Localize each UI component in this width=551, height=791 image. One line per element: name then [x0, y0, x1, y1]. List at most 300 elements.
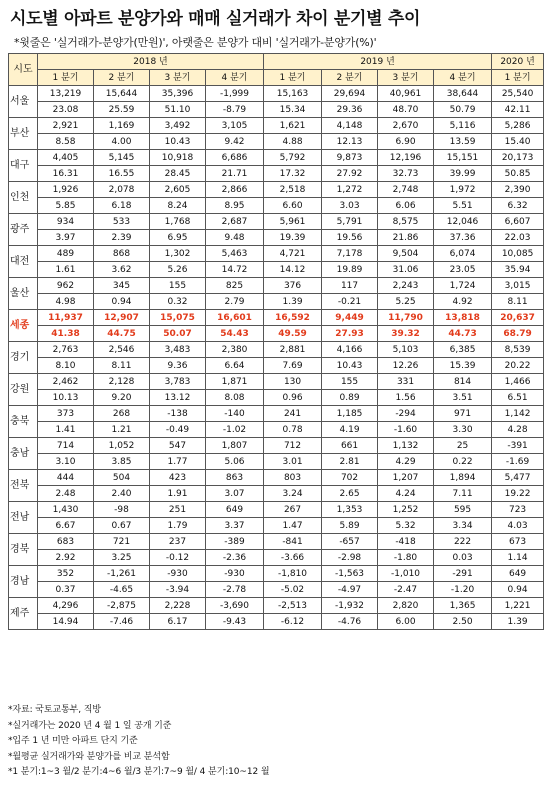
percent-cell: 4.19	[322, 422, 378, 438]
amount-cell: 649	[492, 566, 544, 582]
amount-cell: 6,686	[206, 150, 264, 166]
amount-cell: 683	[38, 534, 94, 550]
percent-cell: 42.11	[492, 102, 544, 118]
amount-cell: 1,252	[378, 502, 434, 518]
amount-cell: 20,637	[492, 310, 544, 326]
percent-cell: 2.39	[94, 230, 150, 246]
percent-cell: -1.02	[206, 422, 264, 438]
year-2019-header: 2019 년	[264, 54, 492, 70]
percent-cell: 0.03	[434, 550, 492, 566]
quarter-header: 1 분기	[38, 70, 94, 86]
region-label: 전북	[9, 470, 38, 502]
region-percent-row	[9, 230, 544, 246]
amount-cell: 241	[264, 406, 322, 422]
amount-cell: 40,961	[378, 86, 434, 102]
region-amount-row	[9, 246, 544, 262]
percent-cell: -8.79	[206, 102, 264, 118]
percent-cell: -7.46	[94, 614, 150, 630]
percent-cell: 0.78	[264, 422, 322, 438]
percent-cell: 2.48	[38, 486, 94, 502]
percent-cell: 1.14	[492, 550, 544, 566]
percent-cell: 15.34	[264, 102, 322, 118]
percent-cell: -1.80	[378, 550, 434, 566]
amount-cell: 10,085	[492, 246, 544, 262]
amount-cell: 117	[322, 278, 378, 294]
percent-cell: 6.18	[94, 198, 150, 214]
amount-cell: 1,724	[434, 278, 492, 294]
percent-cell: 9.36	[150, 358, 206, 374]
amount-cell: 3,492	[150, 118, 206, 134]
amount-cell: 2,380	[206, 342, 264, 358]
amount-cell: 20,173	[492, 150, 544, 166]
percent-cell: 39.99	[434, 166, 492, 182]
percent-cell: -4.65	[94, 582, 150, 598]
region-amount-row	[9, 310, 544, 326]
percent-cell: 1.41	[38, 422, 94, 438]
amount-cell: 1,207	[378, 470, 434, 486]
region-label: 경기	[9, 342, 38, 374]
amount-cell: 702	[322, 470, 378, 486]
percent-cell: 22.03	[492, 230, 544, 246]
quarter-header: 2 분기	[322, 70, 378, 86]
amount-cell: 345	[94, 278, 150, 294]
percent-cell: 3.24	[264, 486, 322, 502]
percent-cell: 44.73	[434, 326, 492, 342]
amount-cell: 237	[150, 534, 206, 550]
amount-cell: -1,932	[322, 598, 378, 614]
amount-cell: 6,607	[492, 214, 544, 230]
amount-cell: 5,145	[94, 150, 150, 166]
amount-cell: 1,926	[38, 182, 94, 198]
amount-cell: 1,768	[150, 214, 206, 230]
amount-cell: 11,937	[38, 310, 94, 326]
amount-cell: 2,881	[264, 342, 322, 358]
amount-cell: 5,791	[322, 214, 378, 230]
amount-cell: -1,010	[378, 566, 434, 582]
percent-cell: -2.78	[206, 582, 264, 598]
year-header-row	[9, 54, 544, 70]
percent-cell: 23.08	[38, 102, 94, 118]
percent-cell: -4.76	[322, 614, 378, 630]
amount-cell: 2,078	[94, 182, 150, 198]
amount-cell: 2,866	[206, 182, 264, 198]
percent-cell: 41.38	[38, 326, 94, 342]
percent-cell: 39.32	[378, 326, 434, 342]
percent-cell: 1.21	[94, 422, 150, 438]
amount-cell: -294	[378, 406, 434, 422]
region-amount-row	[9, 214, 544, 230]
percent-cell: 0.89	[322, 390, 378, 406]
amount-cell: 5,286	[492, 118, 544, 134]
amount-cell: 1,430	[38, 502, 94, 518]
amount-cell: 803	[264, 470, 322, 486]
amount-cell: -391	[492, 438, 544, 454]
percent-cell: 15.40	[492, 134, 544, 150]
percent-cell: 1.39	[492, 614, 544, 630]
region-label: 부산	[9, 118, 38, 150]
page-subtitle: *윗줄은 '실거래가-분양가(만원)', 아랫줄은 분양가 대비 '실거래가-분양가(%)'	[14, 36, 377, 49]
amount-cell: 814	[434, 374, 492, 390]
percent-cell: 1.77	[150, 454, 206, 470]
footnote: *월평균 실거래가와 분양가를 비교 분석함	[8, 751, 170, 762]
region-percent-row	[9, 358, 544, 374]
percent-cell: 51.10	[150, 102, 206, 118]
amount-cell: 1,221	[492, 598, 544, 614]
percent-cell: -9.43	[206, 614, 264, 630]
percent-cell: 20.22	[492, 358, 544, 374]
amount-cell: 2,763	[38, 342, 94, 358]
amount-cell: 15,075	[150, 310, 206, 326]
amount-cell: 5,116	[434, 118, 492, 134]
amount-cell: -3,690	[206, 598, 264, 614]
percent-cell: 1.47	[264, 518, 322, 534]
region-percent-row	[9, 134, 544, 150]
region-percent-row	[9, 102, 544, 118]
amount-cell: -418	[378, 534, 434, 550]
amount-cell: -138	[150, 406, 206, 422]
amount-cell: 8,575	[378, 214, 434, 230]
percent-cell: -2.98	[322, 550, 378, 566]
amount-cell: 12,046	[434, 214, 492, 230]
percent-cell: 1.79	[150, 518, 206, 534]
percent-cell: 23.05	[434, 262, 492, 278]
amount-cell: 352	[38, 566, 94, 582]
percent-cell: 4.88	[264, 134, 322, 150]
amount-cell: 10,918	[150, 150, 206, 166]
amount-cell: 5,463	[206, 246, 264, 262]
amount-cell: 533	[94, 214, 150, 230]
percent-cell: 5.32	[378, 518, 434, 534]
percent-cell: 25.59	[94, 102, 150, 118]
amount-cell: 504	[94, 470, 150, 486]
amount-cell: 15,151	[434, 150, 492, 166]
percent-cell: 6.17	[150, 614, 206, 630]
percent-cell: 3.10	[38, 454, 94, 470]
percent-cell: 50.79	[434, 102, 492, 118]
region-label: 인천	[9, 182, 38, 214]
amount-cell: 423	[150, 470, 206, 486]
amount-cell: 2,462	[38, 374, 94, 390]
region-percent-row	[9, 454, 544, 470]
percent-cell: 28.45	[150, 166, 206, 182]
footnote: *자료: 국토교통부, 직방	[8, 705, 101, 715]
percent-cell: 1.61	[38, 262, 94, 278]
region-percent-row	[9, 262, 544, 278]
percent-cell: 5.51	[434, 198, 492, 214]
percent-cell: 5.85	[38, 198, 94, 214]
region-percent-row	[9, 550, 544, 566]
region-amount-row	[9, 438, 544, 454]
amount-cell: 2,546	[94, 342, 150, 358]
percent-cell: 5.25	[378, 294, 434, 310]
region-amount-row	[9, 502, 544, 518]
percent-cell: -3.94	[150, 582, 206, 598]
amount-cell: 1,466	[492, 374, 544, 390]
region-percent-row	[9, 582, 544, 598]
amount-cell: 444	[38, 470, 94, 486]
amount-cell: 268	[94, 406, 150, 422]
percent-cell: 0.32	[150, 294, 206, 310]
percent-cell: 3.51	[434, 390, 492, 406]
region-percent-row	[9, 390, 544, 406]
amount-cell: 16,592	[264, 310, 322, 326]
percent-cell: 8.10	[38, 358, 94, 374]
amount-cell: 376	[264, 278, 322, 294]
amount-cell: 547	[150, 438, 206, 454]
percent-cell: 13.59	[434, 134, 492, 150]
amount-cell: 4,166	[322, 342, 378, 358]
quarter-header: 1 분기	[492, 70, 544, 86]
footnotes	[8, 703, 269, 781]
percent-cell: 17.32	[264, 166, 322, 182]
percent-cell: 2.92	[38, 550, 94, 566]
amount-cell: 1,621	[264, 118, 322, 134]
amount-cell: 6,385	[434, 342, 492, 358]
region-percent-row	[9, 422, 544, 438]
amount-cell: 863	[206, 470, 264, 486]
percent-cell: 3.34	[434, 518, 492, 534]
amount-cell: 673	[492, 534, 544, 550]
amount-cell: -2,513	[264, 598, 322, 614]
region-amount-row	[9, 278, 544, 294]
amount-cell: 2,605	[150, 182, 206, 198]
amount-cell: -98	[94, 502, 150, 518]
region-label: 충북	[9, 406, 38, 438]
percent-cell: 4.03	[492, 518, 544, 534]
amount-cell: 2,228	[150, 598, 206, 614]
percent-cell: 14.94	[38, 614, 94, 630]
amount-cell: 489	[38, 246, 94, 262]
percent-cell: 0.94	[492, 582, 544, 598]
percent-cell: 16.55	[94, 166, 150, 182]
percent-cell: 2.40	[94, 486, 150, 502]
amount-cell: 1,052	[94, 438, 150, 454]
quarter-header: 2 분기	[94, 70, 150, 86]
percent-cell: 0.22	[434, 454, 492, 470]
amount-cell: 3,783	[150, 374, 206, 390]
percent-cell: 19.39	[264, 230, 322, 246]
amount-cell: 15,644	[94, 86, 150, 102]
amount-cell: 9,449	[322, 310, 378, 326]
amount-cell: 1,353	[322, 502, 378, 518]
amount-cell: 29,694	[322, 86, 378, 102]
amount-cell: 2,748	[378, 182, 434, 198]
percent-cell: 9.20	[94, 390, 150, 406]
percent-cell: 0.37	[38, 582, 94, 598]
amount-cell: 2,518	[264, 182, 322, 198]
percent-cell: 9.48	[206, 230, 264, 246]
region-amount-row	[9, 86, 544, 102]
amount-cell: 8,539	[492, 342, 544, 358]
region-percent-row	[9, 486, 544, 502]
page-title: 시도별 아파트 분양가와 매매 실거래가 차이 분기별 추이	[10, 9, 421, 29]
percent-cell: 6.32	[492, 198, 544, 214]
amount-cell: 934	[38, 214, 94, 230]
amount-cell: 714	[38, 438, 94, 454]
amount-cell: 1,132	[378, 438, 434, 454]
percent-cell: 3.62	[94, 262, 150, 278]
percent-cell: -1.60	[378, 422, 434, 438]
region-label: 경남	[9, 566, 38, 598]
amount-cell: -841	[264, 534, 322, 550]
amount-cell: 251	[150, 502, 206, 518]
region-amount-row	[9, 374, 544, 390]
percent-cell: 8.24	[150, 198, 206, 214]
amount-cell: -291	[434, 566, 492, 582]
percent-cell: 6.90	[378, 134, 434, 150]
percent-cell: 49.59	[264, 326, 322, 342]
percent-cell: 2.79	[206, 294, 264, 310]
amount-cell: 1,302	[150, 246, 206, 262]
percent-cell: -4.97	[322, 582, 378, 598]
amount-cell: 38,644	[434, 86, 492, 102]
price-gap-table	[8, 53, 544, 630]
amount-cell: 12,907	[94, 310, 150, 326]
percent-cell: 6.95	[150, 230, 206, 246]
region-percent-row	[9, 614, 544, 630]
percent-cell: 3.37	[206, 518, 264, 534]
amount-cell: 5,103	[378, 342, 434, 358]
percent-cell: 21.86	[378, 230, 434, 246]
percent-cell: 10.43	[150, 134, 206, 150]
percent-cell: 31.06	[378, 262, 434, 278]
amount-cell: 2,921	[38, 118, 94, 134]
amount-cell: -1,999	[206, 86, 264, 102]
amount-cell: 2,243	[378, 278, 434, 294]
percent-cell: 13.12	[150, 390, 206, 406]
amount-cell: 373	[38, 406, 94, 422]
amount-cell: -1,261	[94, 566, 150, 582]
percent-cell: 3.03	[322, 198, 378, 214]
amount-cell: 661	[322, 438, 378, 454]
percent-cell: 50.85	[492, 166, 544, 182]
percent-cell: 4.24	[378, 486, 434, 502]
amount-cell: 721	[94, 534, 150, 550]
percent-cell: 3.07	[206, 486, 264, 502]
region-label: 서울	[9, 86, 38, 118]
percent-cell: 48.70	[378, 102, 434, 118]
percent-cell: 1.91	[150, 486, 206, 502]
amount-cell: 7,178	[322, 246, 378, 262]
amount-cell: -1,810	[264, 566, 322, 582]
quarter-header: 3 분기	[378, 70, 434, 86]
percent-cell: 1.56	[378, 390, 434, 406]
percent-cell: 6.51	[492, 390, 544, 406]
quarter-header: 3 분기	[150, 70, 206, 86]
percent-cell: 0.94	[94, 294, 150, 310]
percent-cell: -1.69	[492, 454, 544, 470]
percent-cell: 7.11	[434, 486, 492, 502]
percent-cell: 6.06	[378, 198, 434, 214]
amount-cell: 2,390	[492, 182, 544, 198]
amount-cell: 4,405	[38, 150, 94, 166]
percent-cell: -2.36	[206, 550, 264, 566]
amount-cell: 1,272	[322, 182, 378, 198]
region-label: 강원	[9, 374, 38, 406]
percent-cell: 2.50	[434, 614, 492, 630]
region-amount-row	[9, 342, 544, 358]
percent-cell: 27.93	[322, 326, 378, 342]
percent-cell: 27.92	[322, 166, 378, 182]
sido-header: 시도	[9, 54, 38, 86]
region-label: 전남	[9, 502, 38, 534]
amount-cell: 25,540	[492, 86, 544, 102]
percent-cell: -0.21	[322, 294, 378, 310]
amount-cell: 16,601	[206, 310, 264, 326]
percent-cell: 3.30	[434, 422, 492, 438]
percent-cell: 3.97	[38, 230, 94, 246]
percent-cell: -1.20	[434, 582, 492, 598]
percent-cell: 4.29	[378, 454, 434, 470]
year-2020-header: 2020 년	[492, 54, 544, 70]
amount-cell: 11,790	[378, 310, 434, 326]
amount-cell: 868	[94, 246, 150, 262]
amount-cell: 971	[434, 406, 492, 422]
percent-cell: 54.43	[206, 326, 264, 342]
percent-cell: 32.73	[378, 166, 434, 182]
amount-cell: 267	[264, 502, 322, 518]
percent-cell: 4.00	[94, 134, 150, 150]
quarter-header: 1 분기	[264, 70, 322, 86]
amount-cell: 5,792	[264, 150, 322, 166]
amount-cell: 9,504	[378, 246, 434, 262]
amount-cell: 4,721	[264, 246, 322, 262]
amount-cell: 35,396	[150, 86, 206, 102]
percent-cell: 6.00	[378, 614, 434, 630]
percent-cell: 21.71	[206, 166, 264, 182]
amount-cell: 331	[378, 374, 434, 390]
percent-cell: 19.89	[322, 262, 378, 278]
percent-cell: 8.58	[38, 134, 94, 150]
amount-cell: 155	[322, 374, 378, 390]
quarter-header: 4 분기	[434, 70, 492, 86]
amount-cell: 4,148	[322, 118, 378, 134]
percent-cell: 37.36	[434, 230, 492, 246]
region-label: 울산	[9, 278, 38, 310]
percent-cell: 8.11	[492, 294, 544, 310]
amount-cell: 2,687	[206, 214, 264, 230]
percent-cell: 9.42	[206, 134, 264, 150]
percent-cell: -3.66	[264, 550, 322, 566]
amount-cell: 1,185	[322, 406, 378, 422]
region-percent-row	[9, 166, 544, 182]
percent-cell: 5.06	[206, 454, 264, 470]
region-amount-row	[9, 598, 544, 614]
amount-cell: -930	[150, 566, 206, 582]
quarter-header-row	[9, 70, 544, 86]
percent-cell: 3.01	[264, 454, 322, 470]
region-percent-row	[9, 294, 544, 310]
percent-cell: 5.26	[150, 262, 206, 278]
percent-cell: 68.79	[492, 326, 544, 342]
amount-cell: 962	[38, 278, 94, 294]
amount-cell: 723	[492, 502, 544, 518]
amount-cell: 15,163	[264, 86, 322, 102]
footnote: *실거래가는 2020 년 4 월 1 일 공개 기준	[8, 720, 172, 731]
percent-cell: 6.67	[38, 518, 94, 534]
percent-cell: -0.12	[150, 550, 206, 566]
amount-cell: 3,105	[206, 118, 264, 134]
percent-cell: 0.67	[94, 518, 150, 534]
region-amount-row	[9, 406, 544, 422]
region-amount-row	[9, 150, 544, 166]
region-percent-row	[9, 198, 544, 214]
amount-cell: 4,296	[38, 598, 94, 614]
amount-cell: 3,483	[150, 342, 206, 358]
percent-cell: 8.95	[206, 198, 264, 214]
amount-cell: 2,820	[378, 598, 434, 614]
year-2018-header: 2018 년	[38, 54, 264, 70]
